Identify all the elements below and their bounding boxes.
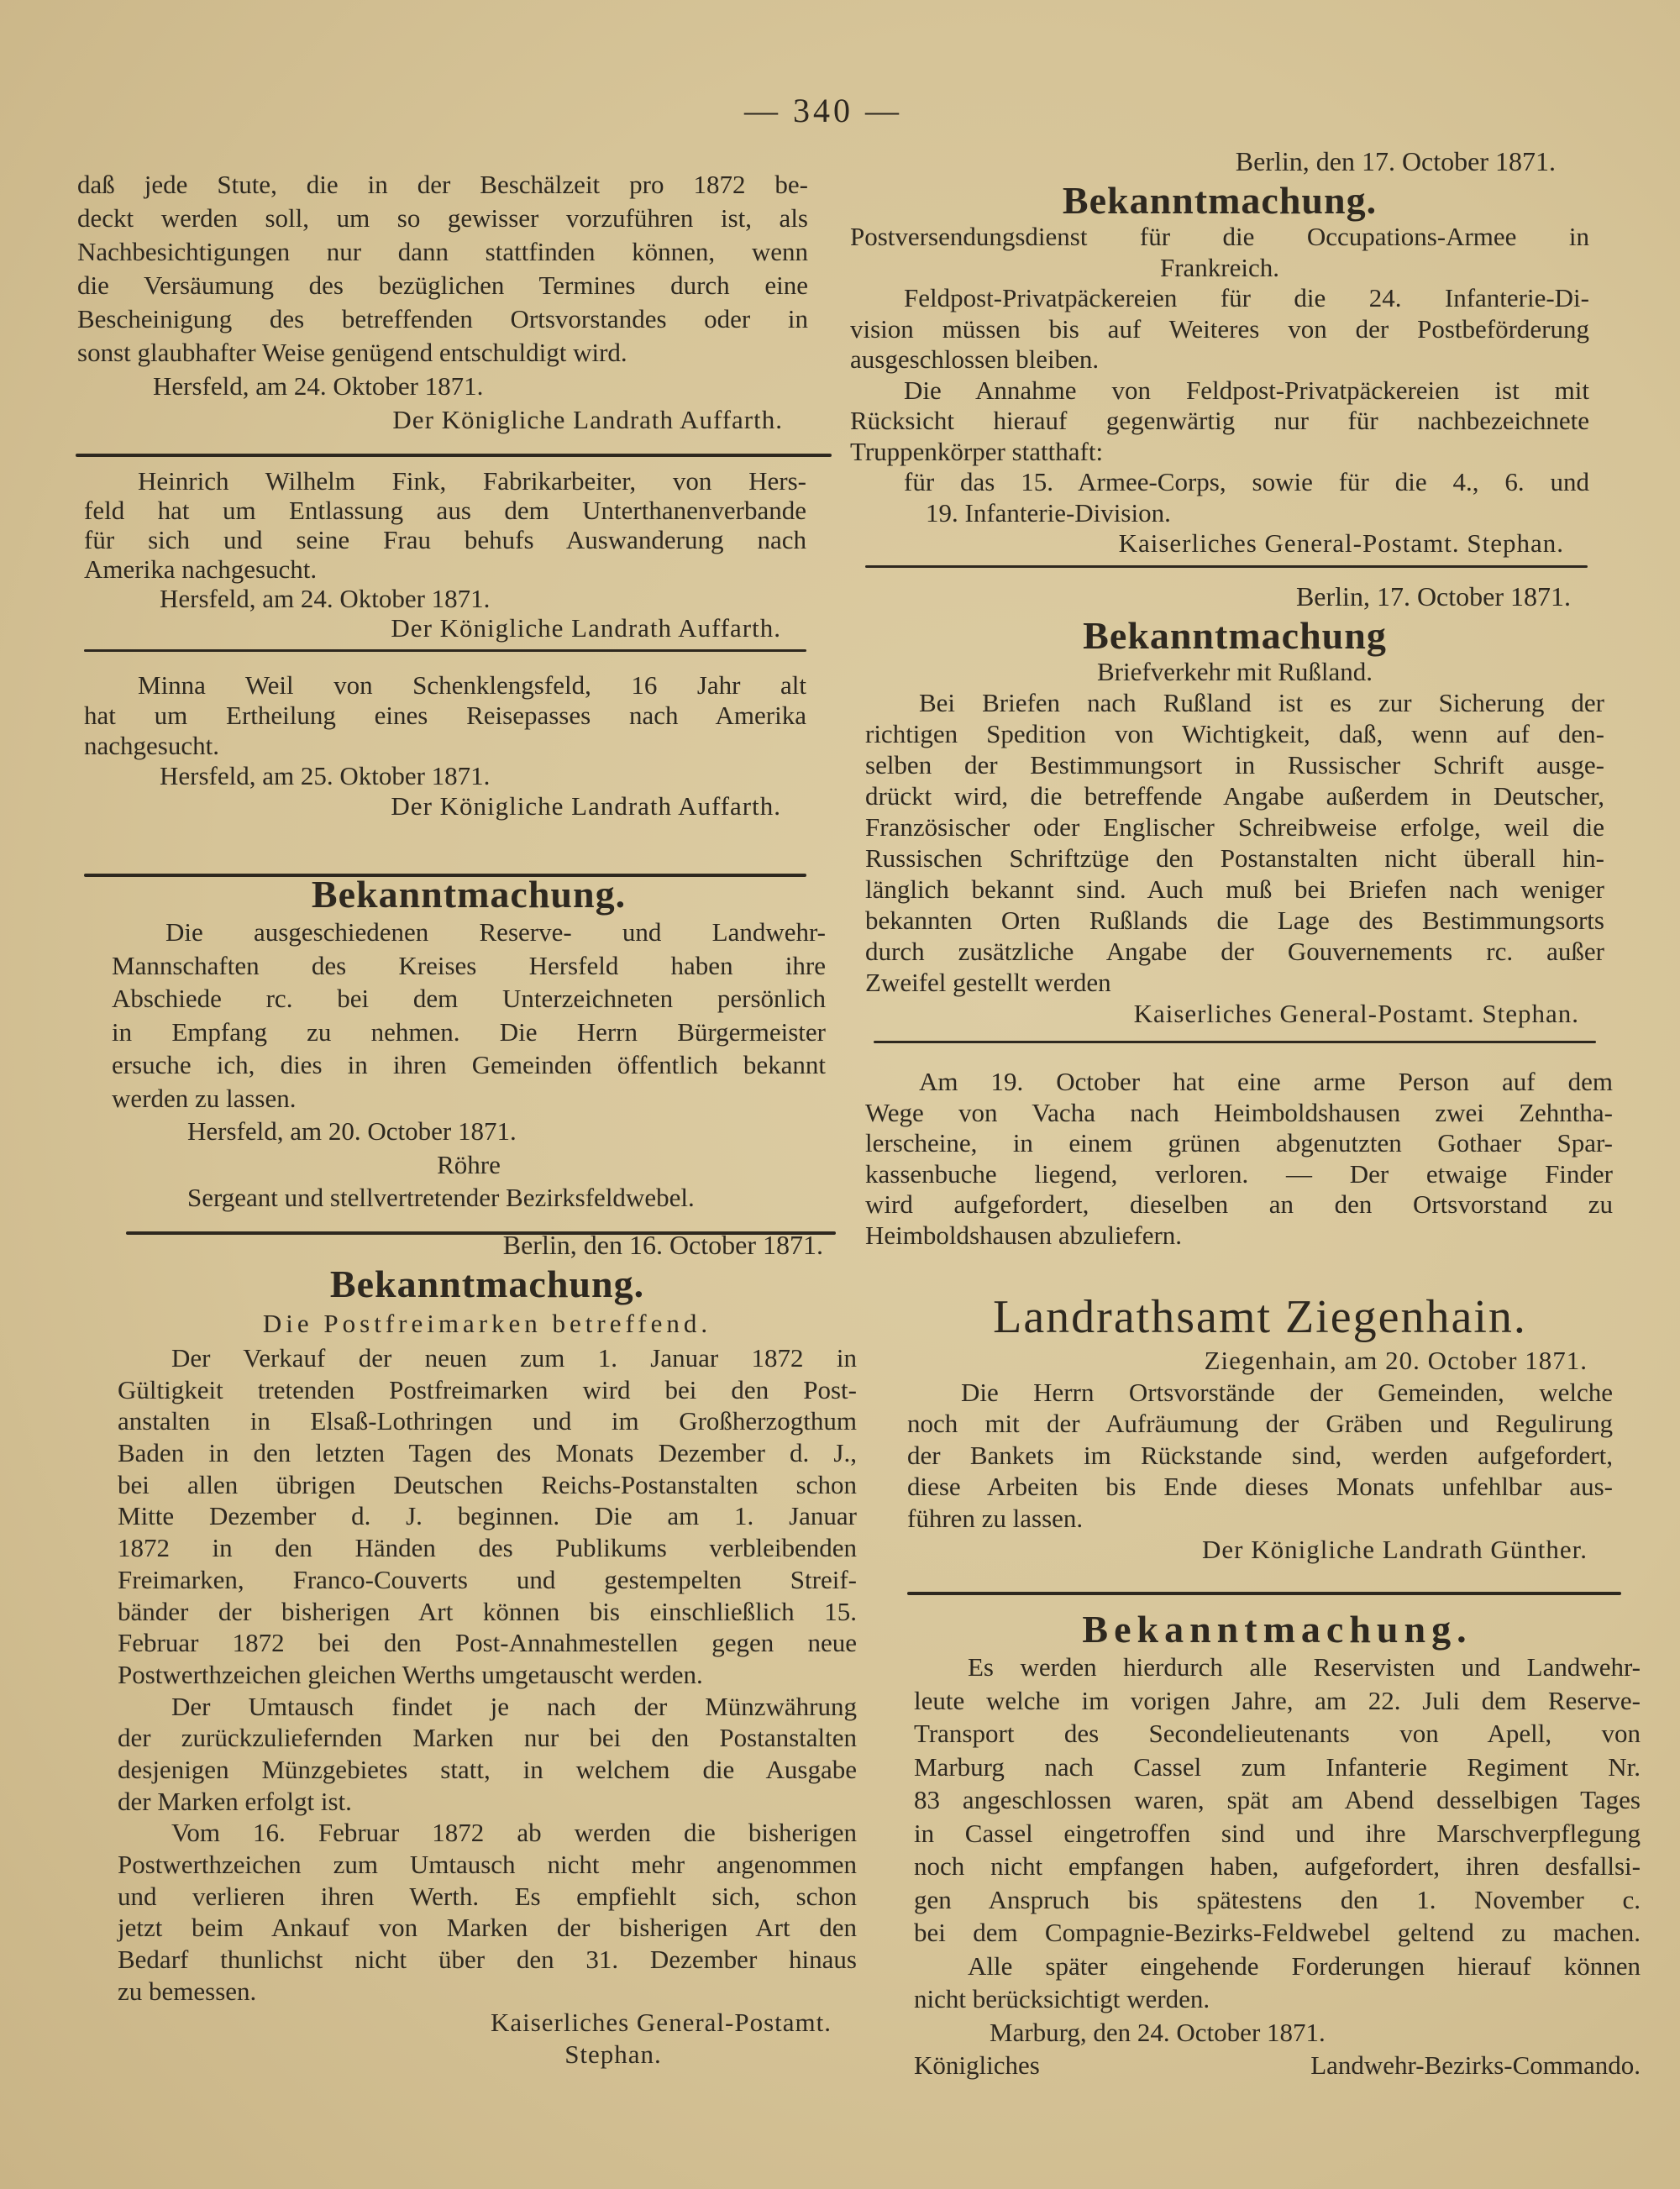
text-line: Heinrich Wilhelm Fink, Fabrikarbeiter, von Hers- xyxy=(138,466,806,496)
text-line: Der Umtausch findet je nach der Münzwährung xyxy=(171,1691,857,1721)
text-line: noch nicht empfangen haben, aufgefordert, ihren desfallsi- xyxy=(914,1851,1641,1881)
text-line: der zurückzuliefernden Marken nur bei den Postanstalten xyxy=(118,1723,857,1753)
notice-dateline: Berlin, den 16. October 1871. xyxy=(502,1230,823,1260)
text-line: Gültigkeit tretenden Postfreimarken wird bei den Post- xyxy=(118,1374,857,1404)
text-line: werden zu lassen. xyxy=(112,1083,297,1113)
text-line: Bedarf thunlichst nicht über den 31. Dezember hinaus xyxy=(118,1945,857,1975)
text-line: Es werden hierdurch alle Reservisten und Landwehr- xyxy=(968,1652,1641,1682)
text-line: Hersfeld, am 25. Oktober 1871. xyxy=(160,761,491,790)
text-line: kassenbuche liegend, verloren. — Der etwaige Finder xyxy=(865,1158,1613,1189)
text-line: wird aufgefordert, dieselben an den Ortsvorstand zu xyxy=(865,1189,1613,1220)
text-line: Marburg, den 24. October 1871. xyxy=(990,2017,1326,2047)
text-line: Russischen Schriftzüge den Postanstalten nicht überall hin- xyxy=(865,843,1604,873)
notice-signature: Der Königliche Landrath Auffarth. xyxy=(391,791,781,821)
text-line: gen Anspruch bis spätestens den 1. November c. xyxy=(914,1884,1641,1914)
text-line: bänder der bisherigen Art können bis einschließlich 15. xyxy=(118,1596,857,1626)
text-line: Die Herrn Ortsvorstände der Gemeinden, welche xyxy=(961,1377,1613,1407)
text-line: feld hat um Entlassung aus dem Unterthanenverbande xyxy=(84,496,806,525)
notice-signature: Der Königliche Landrath Auffarth. xyxy=(391,613,781,643)
text-line: Bescheinigung des betreffenden Ortsvorstandes oder in xyxy=(77,304,808,333)
notice-signature: Ziegenhain, am 20. October 1871. xyxy=(1204,1346,1588,1375)
text-line: der Bankets im Rückstande sind, werden aufgefordert, xyxy=(907,1440,1613,1470)
page-number: — 340 — xyxy=(744,92,902,129)
text-line: ausgeschlossen bleiben. xyxy=(850,344,1100,374)
notice-title: Bekanntmachung. xyxy=(329,1262,645,1305)
text-line: Freimarken, Franco-Couverts und gestempelten Streif- xyxy=(118,1564,857,1594)
text-line: Minna Weil von Schenklengsfeld, 16 Jahr alt xyxy=(138,670,806,700)
text-line: Röhre xyxy=(437,1149,501,1179)
text-line: in Empfang zu nehmen. Die Herrn Bürgermeister xyxy=(112,1016,826,1047)
text-line: 1872 in den Händen des Publikums verbleibenden xyxy=(118,1533,857,1563)
notice-subtitle: Briefverkehr mit Rußland. xyxy=(1097,657,1373,686)
text-line: zu bemessen. xyxy=(118,1976,257,2006)
notice-j xyxy=(914,1609,1641,2082)
text-line: Nachbesichtigungen nur dann stattfinden können, wenn xyxy=(77,237,808,266)
text-line: Mitte Dezember d. J. beginnen. Die am 1. Januar xyxy=(118,1501,857,1531)
notice-signature: Stephan. xyxy=(564,2039,662,2070)
notice-title: Landrathsamt Ziegenhain. xyxy=(993,1291,1527,1343)
text-line: Baden in den letzten Tagen des Monats Dezember d. J., xyxy=(118,1438,857,1468)
text-line: für sich und seine Frau behufs Auswanderung nach xyxy=(84,525,806,554)
text-line: vision müssen bis auf Weiteres von der Postbeförderung xyxy=(850,313,1589,344)
notice-title: Bekanntmachung. xyxy=(1082,1608,1473,1651)
text-line: Am 19. October hat eine arme Person auf dem xyxy=(919,1067,1613,1096)
notice-signature: Kaiserliches General-Postamt. Stephan. xyxy=(1133,999,1579,1028)
notice-g xyxy=(865,578,1604,1029)
divider xyxy=(874,1041,1596,1043)
text-line: für das 15. Armee-Corps, sowie für die 4., 6. und xyxy=(904,467,1589,496)
text-line: Wege von Vacha nach Heimboldshausen zwei Zehntha- xyxy=(865,1097,1613,1127)
text-line: hat um Ertheilung eines Reisepasses nach Amerika xyxy=(84,701,806,730)
notice-subtitle: Die Postfreimarken betreffend. xyxy=(262,1309,712,1338)
text-line: Postversendungsdienst für die Occupations-Armee in xyxy=(850,222,1589,251)
text-line: Hersfeld, am 24. Oktober 1871. xyxy=(153,371,484,401)
text-line: Hersfeld, am 20. October 1871. xyxy=(187,1116,517,1146)
text-line: Französischer oder Englischer Schreibweise erfolge, weil die xyxy=(865,812,1604,842)
text-line: Der Verkauf der neuen zum 1. Januar 1872 in xyxy=(171,1343,857,1373)
text-line: Bei Briefen nach Rußland ist es zur Sicherung der xyxy=(919,688,1604,717)
text-line: Feldpost-Privatpäckereien für die 24. Infanterie-Di- xyxy=(904,283,1589,312)
text-line: Amerika nachgesucht. xyxy=(84,554,318,584)
text-line: führen zu lassen. xyxy=(907,1503,1084,1533)
text-line: Rücksicht hierauf gegenwärtig nur für nachbezeichnete xyxy=(850,406,1589,435)
text-line: Postwerthzeichen gleichen Werths umgetauscht werden. xyxy=(118,1659,703,1689)
notice-b xyxy=(84,466,806,643)
text-line: desjenigen Münzgebietes statt, in welchem die Ausgabe xyxy=(118,1754,857,1784)
text-line: bei allen übrigen Deutschen Reichs-Postanstalten schon xyxy=(118,1469,857,1499)
notice-title: Bekanntmachung xyxy=(1083,614,1387,657)
text-line: ersuche ich, dies in ihren Gemeinden öffentlich bekannt xyxy=(112,1050,826,1079)
text-line: Hersfeld, am 24. Oktober 1871. xyxy=(160,584,491,613)
text-line: richtigen Spedition von Wichtigkeit, daß, wenn auf den- xyxy=(865,719,1604,748)
notice-i xyxy=(907,1289,1613,1566)
notice-title: Bekanntmachung. xyxy=(311,873,627,916)
text-line: Königliches Landwehr-Bezirks-Commando. xyxy=(914,2050,1641,2080)
notice-e xyxy=(118,1226,857,2071)
notice-f xyxy=(850,143,1589,559)
text-line: bekannten Orten Rußlands die Lage des Bestimmungsorts xyxy=(865,906,1604,935)
notice-signature: Kaiserliches General-Postamt. xyxy=(490,2008,832,2038)
notice-dateline: Berlin, 17. October 1871. xyxy=(1295,581,1571,612)
notice-signature: Der Königliche Landrath Auffarth. xyxy=(392,405,783,434)
notice-a xyxy=(77,168,808,437)
text-line: jetzt beim Ankauf von Marken der bisherigen Art den xyxy=(118,1913,857,1943)
notice-d xyxy=(112,874,826,1215)
text-line: lerscheine, in einem grünen abgenutzten Gothaer Spar- xyxy=(865,1128,1613,1158)
divider xyxy=(76,454,832,457)
text-line: bei dem Compagnie-Bezirks-Feldwebel geltend zu machen. xyxy=(914,1918,1641,1947)
text-line: nachgesucht. xyxy=(84,731,219,760)
text-line: Transport des Secondelieutenants von Apell, von xyxy=(914,1719,1641,1748)
text-line: Februar 1872 bei den Post-Annahmestellen gegen neue xyxy=(118,1628,857,1658)
text-line: deckt werden soll, um so gewisser vorzuführen ist, als xyxy=(77,203,808,233)
text-line: Postwerthzeichen zum Umtausch nicht mehr angenommen xyxy=(118,1850,857,1879)
text-line: Mannschaften des Kreises Hersfeld haben ihre xyxy=(112,950,826,980)
text-line: Zweifel gestellt werden xyxy=(865,968,1111,997)
text-line: leute welche im vorigen Jahre, am 22. Juli dem Reserve- xyxy=(914,1685,1641,1715)
text-line: Heimboldshausen abzuliefern. xyxy=(865,1220,1183,1250)
text-line: Abschiede rc. bei dem Unterzeichneten persönlich xyxy=(112,984,826,1013)
text-line: Vom 16. Februar 1872 ab werden die bisherigen xyxy=(171,1818,857,1848)
notice-h xyxy=(865,1067,1613,1252)
notice-signature: Der Königliche Landrath Günther. xyxy=(1202,1535,1588,1564)
text-line: daß jede Stute, die in der Beschälzeit pro 1872 be- xyxy=(77,170,808,199)
divider xyxy=(84,649,806,652)
notice-c xyxy=(84,670,806,822)
text-line: in Cassel eingetroffen sind und ihre Marschverpflegung xyxy=(914,1818,1641,1848)
text-line: durch zusätzliche Angabe der Gouvernements rc. außer xyxy=(865,937,1604,966)
text-line: sonst glaubhafter Weise genügend entschuldigt wird. xyxy=(77,338,627,367)
text-line: der Marken erfolgt ist. xyxy=(118,1786,352,1816)
text-line: drückt wird, die betreffende Angabe außerdem in Deutscher, xyxy=(865,781,1604,811)
text-line: anstalten in Elsaß-Lothringen und im Großherzogthum xyxy=(118,1406,857,1436)
text-line: noch mit der Aufräumung der Gräben und Regulirung xyxy=(907,1409,1613,1438)
text-line: Frankreich. xyxy=(1159,252,1280,282)
text-line: Truppenkörper statthaft: xyxy=(850,436,1104,466)
text-line: diese Arbeiten bis Ende dieses Monats unfehlbar aus- xyxy=(907,1472,1613,1501)
text-line: länglich bekannt sind. Auch muß bei Briefen nach weniger xyxy=(865,874,1604,904)
text-line: nicht berücksichtigt werden. xyxy=(914,1984,1210,2013)
text-line: selben der Bestimmungsort in Russischer Schrift ausge- xyxy=(865,750,1604,780)
text-line: Die ausgeschiedenen Reserve- und Landwehr- xyxy=(165,917,826,947)
text-line: Sergeant und stellvertretender Bezirksfeldwebel. xyxy=(187,1183,695,1212)
text-line: Alle später eingehende Forderungen hierauf können xyxy=(968,1950,1641,1981)
divider xyxy=(907,1592,1621,1595)
notice-dateline: Berlin, den 17. October 1871. xyxy=(1235,146,1556,176)
notice-signature: Kaiserliches General-Postamt. Stephan. xyxy=(1118,528,1564,558)
text-line: die Versäumung des bezüglichen Termines durch eine xyxy=(77,270,808,300)
text-line: Marburg nach Cassel zum Infanterie Regiment Nr. xyxy=(914,1751,1641,1782)
text-line: Die Annahme von Feldpost-Privatpäckereien ist mit xyxy=(904,375,1589,405)
notice-title: Bekanntmachung. xyxy=(1062,179,1378,222)
text-line: und verlieren ihren Werth. Es empfiehlt sich, schon xyxy=(118,1881,857,1911)
divider xyxy=(865,565,1588,568)
text-line: 19. Infanterie-Division. xyxy=(926,497,1171,528)
text-line: 83 angeschlossen waren, spät am Abend desselbigen Tages xyxy=(914,1785,1641,1814)
